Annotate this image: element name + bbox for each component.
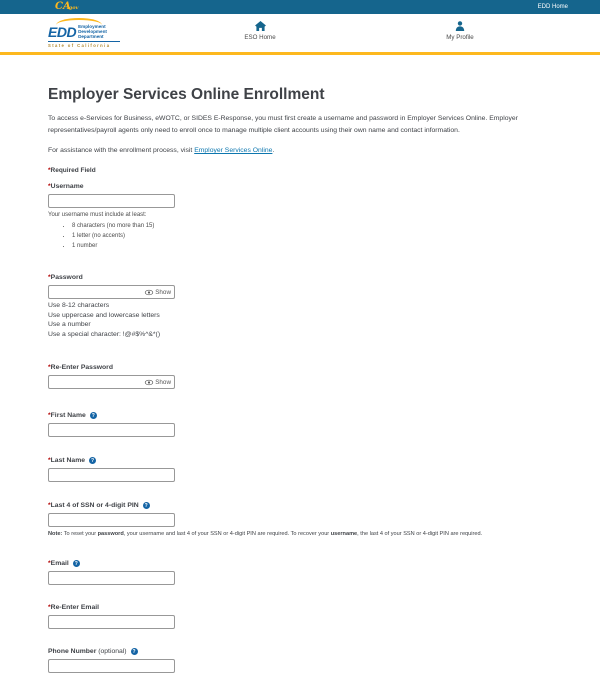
- field-email: [48, 560, 552, 585]
- required-asterisk: *: [48, 560, 51, 568]
- username-requirement: • 1 letter (no accents): [72, 231, 552, 241]
- field-reenter-password: [48, 364, 552, 389]
- note-bold: username: [330, 531, 358, 538]
- last-name-input[interactable]: [48, 468, 175, 482]
- phone-optional-text: (optional): [98, 648, 127, 656]
- site-header: [0, 14, 600, 55]
- password-input-group: [48, 285, 175, 299]
- username-label-text: Username: [50, 183, 84, 190]
- edd-dept-line: Employment: [78, 24, 106, 29]
- password-input[interactable]: [49, 289, 145, 296]
- field-reenter-email: [48, 604, 552, 629]
- phone-help-icon[interactable]: ?: [132, 648, 136, 655]
- password-label-text: Password: [50, 274, 83, 281]
- first-name-help-icon[interactable]: ?: [91, 412, 95, 419]
- person-icon: [455, 21, 465, 31]
- reenter-email-label: [48, 604, 552, 611]
- edd-dept-line: Department: [78, 33, 104, 39]
- nav-my-profile[interactable]: [425, 21, 495, 41]
- ssn-pin-label: [48, 502, 552, 509]
- phone-input[interactable]: [48, 659, 175, 673]
- email-label-text: Email: [50, 560, 69, 568]
- field-last-name: [48, 457, 552, 482]
- phone-label-text: Phone Number: [48, 648, 97, 656]
- required-field-text: Required Field: [50, 167, 96, 174]
- edd-logo[interactable]: [48, 18, 120, 48]
- home-icon: [255, 21, 266, 31]
- password-rule: Use a special character: !@#$%^&*(): [48, 330, 161, 338]
- assistance-text-suffix: .: [272, 147, 275, 154]
- ssn-pin-label-text: Last 4 of SSN or 4-digit PIN: [50, 502, 139, 510]
- email-help-icon[interactable]: ?: [74, 560, 78, 567]
- password-rule: Use 8-12 characters: [48, 302, 110, 309]
- required-asterisk: *: [48, 412, 51, 420]
- email-label: [48, 560, 552, 567]
- reenter-email-input[interactable]: [48, 615, 175, 629]
- required-asterisk: *: [48, 364, 51, 372]
- assistance-text: For assistance with the enrollment process, visit: [48, 147, 195, 154]
- username-requirement: • 8 characters (no more than 15): [72, 221, 552, 231]
- assistance-line: [48, 147, 552, 154]
- employer-services-online-link[interactable]: Employer Services Online: [194, 147, 273, 154]
- field-ssn-pin: [48, 502, 552, 538]
- username-requirements-intro: Your username must include at least:: [48, 212, 147, 218]
- main-content: [0, 86, 600, 673]
- required-asterisk: *: [48, 183, 51, 190]
- show-password-button[interactable]: [145, 289, 174, 296]
- show-reenter-password-label: Show: [155, 378, 171, 386]
- eye-icon: [145, 380, 153, 385]
- required-asterisk: *: [48, 457, 51, 465]
- field-phone: [48, 648, 552, 673]
- first-name-label: [48, 412, 552, 419]
- required-asterisk: *: [48, 167, 51, 174]
- utility-topbar: [0, 0, 600, 14]
- ssn-pin-note: Note: To reset your password, your username and last 4 of your SSN or 4-digit PIN are required. To recover your username, the last 4 of your SSN or 4-digit PIN are required.: [48, 531, 483, 538]
- edd-home-link[interactable]: EDD Home: [537, 4, 568, 10]
- first-name-label-text: First Name: [50, 412, 86, 420]
- first-name-input[interactable]: [48, 423, 175, 437]
- required-asterisk: *: [48, 274, 51, 281]
- phone-label: [48, 648, 552, 655]
- reenter-password-label-text: Re-Enter Password: [50, 364, 113, 372]
- ca-gov-logo-suffix: gov: [68, 4, 79, 11]
- nav-eso-home-label: ESO Home: [244, 34, 276, 41]
- username-requirement: • 1 number: [72, 241, 552, 251]
- required-asterisk: *: [48, 604, 51, 612]
- edd-logo-state: State of California: [48, 41, 120, 48]
- email-input[interactable]: [48, 571, 175, 585]
- ssn-pin-input[interactable]: [48, 513, 175, 527]
- ca-gov-logo-text: CA: [55, 0, 71, 12]
- field-password: [48, 274, 552, 339]
- page-title: Employer Services Online Enrollment: [48, 86, 325, 103]
- last-name-help-icon[interactable]: ?: [91, 457, 95, 464]
- reenter-password-input-group: [48, 375, 175, 389]
- ca-gov-logo[interactable]: [55, 2, 78, 13]
- reenter-password-input[interactable]: [49, 379, 145, 386]
- username-label: [48, 183, 552, 190]
- password-rule: Use uppercase and lowercase letters: [48, 311, 160, 319]
- required-field-note: [48, 167, 552, 174]
- eye-icon: [145, 290, 153, 295]
- field-first-name: [48, 412, 552, 437]
- field-username: [48, 183, 552, 251]
- nav-eso-home[interactable]: [225, 21, 295, 41]
- note-bold: Note:: [48, 531, 63, 538]
- reenter-password-label: [48, 364, 552, 371]
- edd-logo-dept: [78, 25, 107, 39]
- required-asterisk: *: [48, 502, 51, 510]
- nav-my-profile-label: My Profile: [446, 34, 474, 41]
- username-requirements-list: [72, 221, 552, 251]
- password-rule: Use a number: [48, 321, 91, 329]
- username-input[interactable]: [48, 194, 175, 208]
- edd-logo-acronym: EDD: [48, 23, 77, 40]
- password-rules: [48, 301, 552, 339]
- show-password-label: Show: [155, 288, 171, 296]
- note-bold: password: [97, 531, 124, 538]
- intro-paragraph: To access e-Services for Business, eWOTC, or SIDES E-Response, you must first create a username and password in Employer Services Online. Employer representatives/payroll agents only need to enroll once to manage multiple client accounts using their own name and contact information.: [48, 115, 518, 134]
- ssn-pin-help-icon[interactable]: ?: [144, 502, 148, 509]
- reenter-email-label-text: Re-Enter Email: [50, 604, 100, 612]
- show-reenter-password-button[interactable]: [145, 379, 174, 386]
- password-label: [48, 274, 552, 281]
- last-name-label-text: Last Name: [50, 457, 86, 465]
- edd-dept-line: Development: [78, 28, 107, 34]
- last-name-label: [48, 457, 552, 464]
